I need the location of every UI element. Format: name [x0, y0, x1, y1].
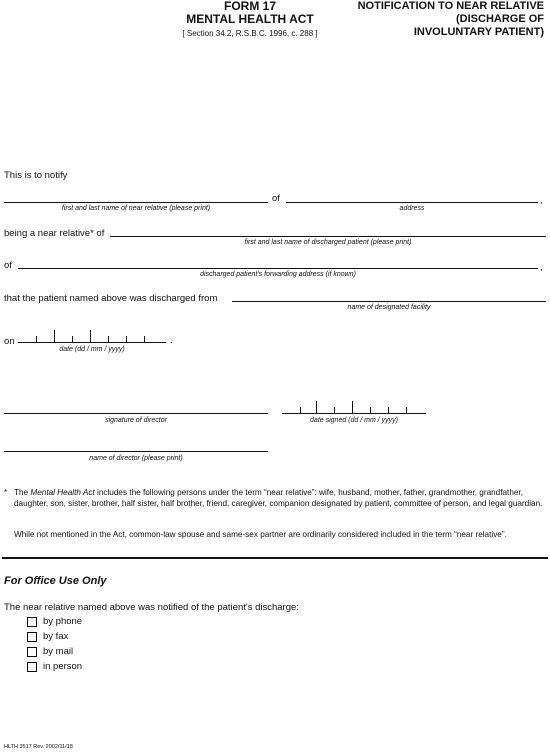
by-phone-checkbox[interactable] — [27, 617, 37, 627]
form-title-line-3: INVOLUNTARY PATIENT) — [413, 26, 544, 38]
signature-caption: signature of director — [105, 417, 167, 424]
section-reference: [ Section 34.2, R.S.B.C. 1996, c. 288 ] — [182, 29, 318, 38]
being-label: being a near relative* of — [4, 228, 105, 239]
intro-text: This is to notify — [4, 170, 68, 181]
footnote-star: * — [4, 488, 8, 497]
director-name-field[interactable] — [4, 451, 268, 452]
footnote-note: While not mentioned in the Act, common-law spouse and same-sex partner are ordinarily considered included in the term “near relative”. — [14, 530, 507, 539]
forwarding-caption: discharged patient's forwarding address (if known) — [200, 271, 356, 278]
footnote-text-post: includes the following persons under the term “near relative”: wife, husband, mother, father, grandmother, grandfather, daughter, son, sister, brother, half sister, half brother, friend, caregiver, companion designated by patient, committee of person, and legal guardian. — [14, 488, 543, 508]
comma-2: , — [540, 262, 543, 273]
address-caption: address — [399, 205, 425, 212]
near-relative-name-field[interactable] — [4, 202, 268, 203]
revision-code: HLTH 3517 Rev. 2002/11/18 — [4, 744, 73, 750]
form-title — [344, 0, 544, 39]
discharged-name-caption: first and last name of discharged patient (please print) — [244, 239, 412, 246]
act-title: MENTAL HEALTH ACT — [186, 12, 314, 26]
discharged-from-label: that the patient named above was discharged from — [4, 293, 218, 304]
director-signature-field[interactable] — [4, 413, 268, 414]
form-title-line-2: (DISCHARGE OF — [456, 13, 544, 25]
date-signed-field[interactable] — [282, 413, 426, 414]
director-name-caption: name of director (please print) — [89, 455, 183, 462]
footnote-text-pre: The — [14, 488, 31, 497]
of-label: of — [4, 260, 12, 271]
section-divider — [2, 557, 548, 559]
in-person-label: in person — [43, 661, 83, 672]
form-title-line-1: NOTIFICATION TO NEAR RELATIVE — [357, 0, 544, 12]
footnote-text — [14, 488, 548, 510]
date-period: . — [170, 335, 173, 346]
on-label: on — [4, 336, 15, 347]
designated-facility-field[interactable] — [232, 301, 546, 302]
forwarding-address-field[interactable] — [18, 268, 538, 269]
by-fax-checkbox[interactable] — [27, 632, 37, 642]
by-mail-checkbox[interactable] — [27, 647, 37, 657]
comma: , — [540, 195, 543, 206]
office-use-heading: For Office Use Only — [4, 575, 107, 587]
form-number: FORM 17 — [223, 0, 276, 13]
office-question: The near relative named above was notified of the patient's discharge: — [4, 602, 299, 613]
by-mail-label: by mail — [43, 646, 74, 657]
facility-caption: name of designated facility — [347, 304, 431, 311]
by-phone-label: by phone — [43, 616, 83, 627]
by-fax-label: by fax — [43, 631, 69, 642]
near-relative-caption: first and last name of near relative (please print) — [61, 205, 211, 212]
discharged-patient-name-field[interactable] — [110, 236, 546, 237]
discharge-date-field[interactable] — [18, 342, 166, 343]
address-field[interactable] — [286, 202, 538, 203]
in-person-checkbox[interactable] — [27, 662, 37, 672]
date-signed-caption: date signed (dd / mm / yyyy) — [310, 417, 398, 424]
date-caption: date (dd / mm / yyyy) — [59, 346, 125, 353]
of-word: of — [272, 193, 280, 204]
footnote-act-name: Mental Health Act — [30, 488, 95, 497]
